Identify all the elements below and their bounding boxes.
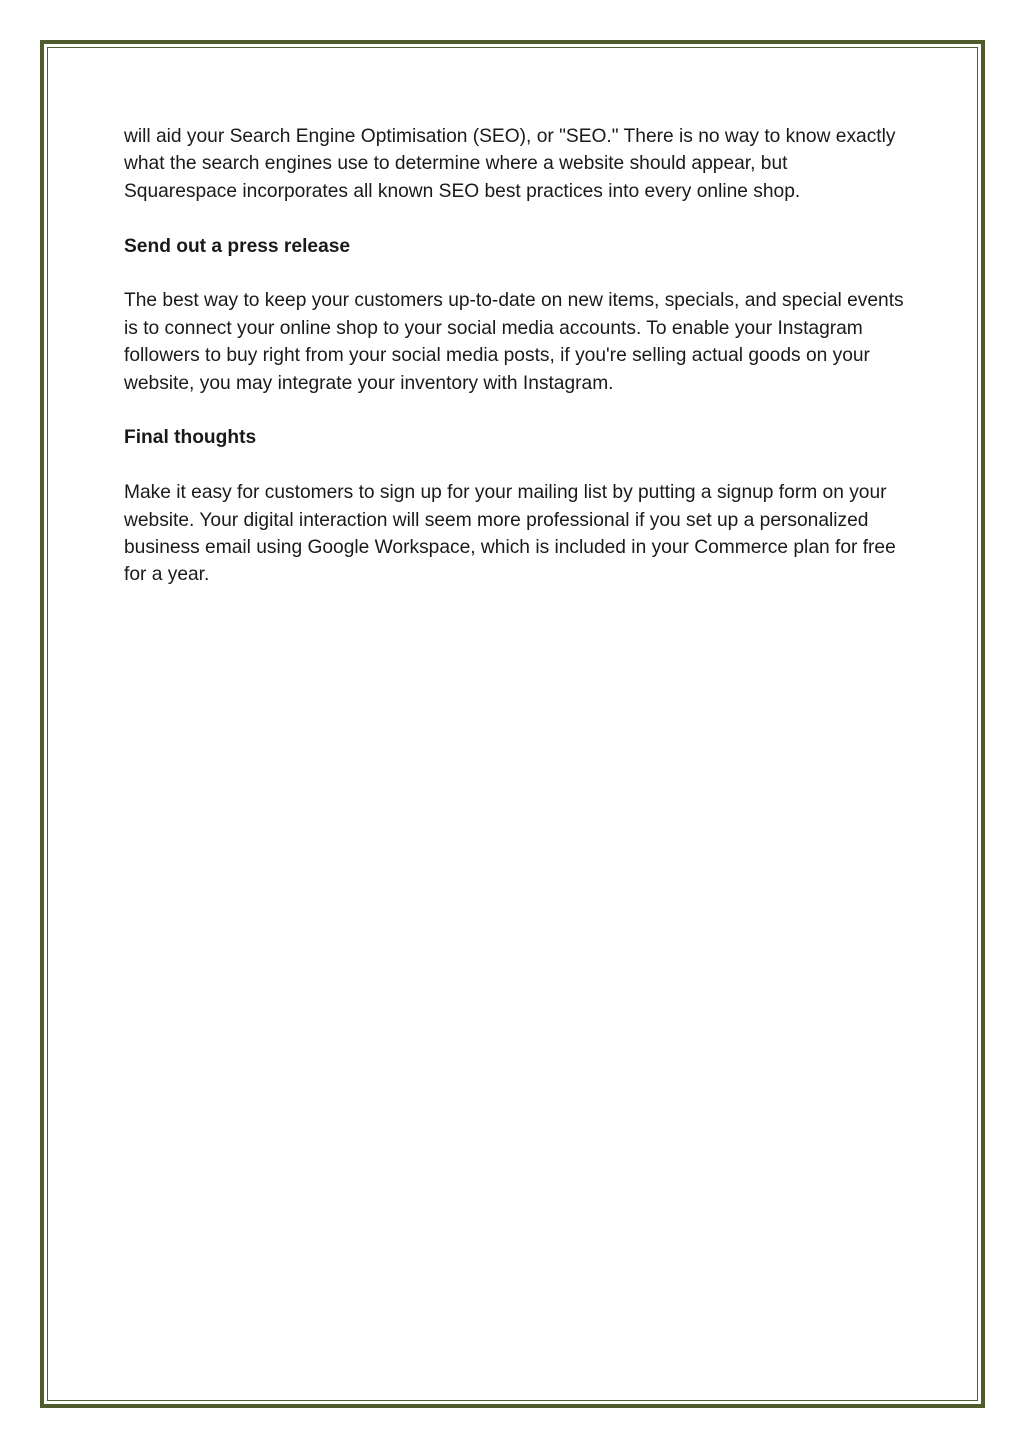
paragraph-seo: will aid your Search Engine Optimisation (SEO), or "SEO." There is no way to know exactly what the search engines use to determine where a website should appear, but Squarespace incorporates all known SEO best practices into every online shop. [124, 126, 896, 202]
heading-press-release: Send out a press release [124, 235, 351, 257]
document-body [124, 123, 904, 616]
heading-final-thoughts: Final thoughts [124, 427, 257, 449]
paragraph-mailing-list: Make it easy for customers to sign up for your mailing list by putting a signup form on your website. Your digital interaction will seem more professional if you set up a personalized business email using Google Workspace, which is included in your Commerce plan for free for a year. [124, 482, 896, 586]
paragraph-social-media: The best way to keep your customers up-to-date on new items, specials, and special events is to connect your online shop to your social media accounts. To enable your Instagram followers to buy right from your social media posts, if you're selling actual goods on your website, you may integrate your inventory with Instagram. [124, 290, 904, 394]
